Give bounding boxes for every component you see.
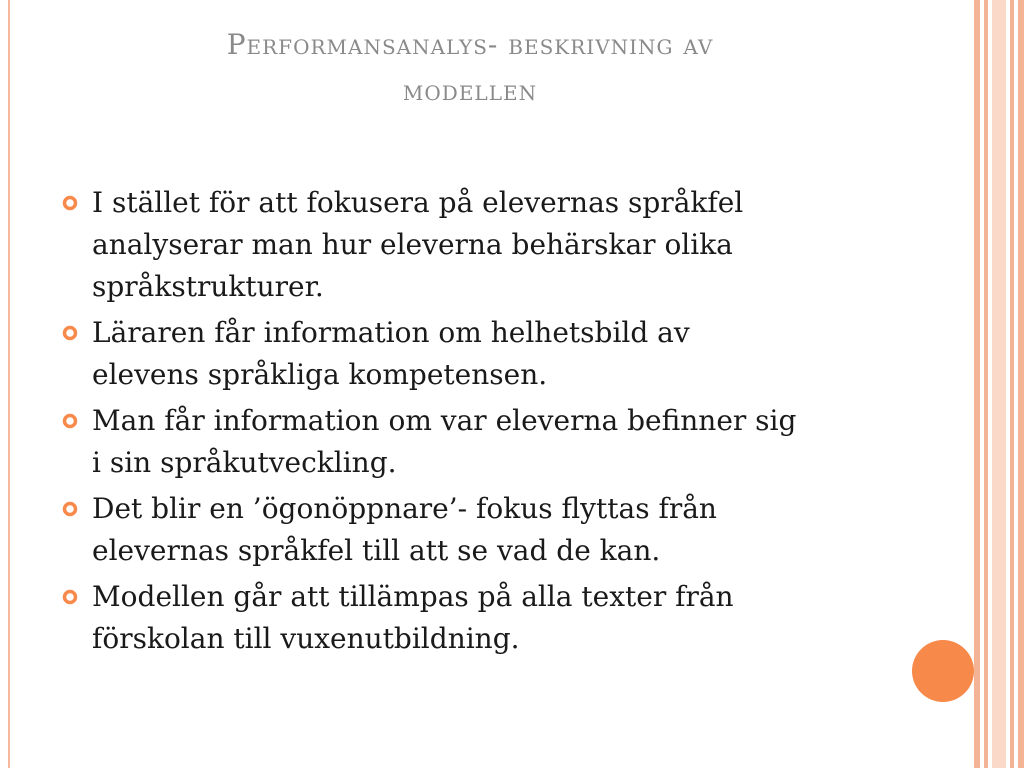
bullet-item (62, 182, 892, 308)
stripe (974, 0, 980, 768)
bullet-line: Det blir en ’ögonöppnare’- fokus flyttas från (92, 492, 717, 525)
bullet-line: analyserar man hur eleverna behärskar olika (92, 228, 733, 261)
stripe (1010, 0, 1014, 768)
bullet-item (62, 488, 892, 572)
bullet-line: i sin språkutveckling. (92, 446, 397, 479)
left-border-line (8, 0, 10, 768)
bullet-item (62, 400, 892, 484)
stripe (1018, 0, 1024, 768)
bullet-list (62, 182, 892, 664)
right-decorative-stripes (974, 0, 1024, 768)
bullet-line: förskolan till vuxenutbildning. (92, 622, 520, 655)
bullet-line: Läraren får information om helhetsbild av (92, 316, 690, 349)
slide-title (60, 22, 880, 114)
bullet-item (62, 312, 892, 396)
stripe (984, 0, 988, 768)
bullet-item (62, 576, 892, 660)
orange-ring-icon (62, 589, 78, 605)
orange-ring-icon (62, 501, 78, 517)
bullet-line: elevernas språkfel till att se vad de kan. (92, 534, 661, 567)
stripe (992, 0, 1006, 768)
bullet-line: språkstrukturer. (92, 270, 324, 303)
bullet-line: Man får information om var eleverna befinner sig (92, 404, 797, 437)
bullet-line: Modellen går att tillämpas på alla texter från (92, 580, 734, 613)
bullet-line: I stället för att fokusera på elevernas språkfel (92, 186, 744, 219)
orange-ring-icon (62, 195, 78, 211)
orange-circle-decoration (912, 640, 974, 702)
bullet-line: elevens språkliga kompetensen. (92, 358, 548, 391)
title-line: Performansanalys- beskrivning av (226, 28, 714, 61)
title-line: modellen (402, 74, 538, 107)
orange-ring-icon (62, 413, 78, 429)
orange-ring-icon (62, 325, 78, 341)
